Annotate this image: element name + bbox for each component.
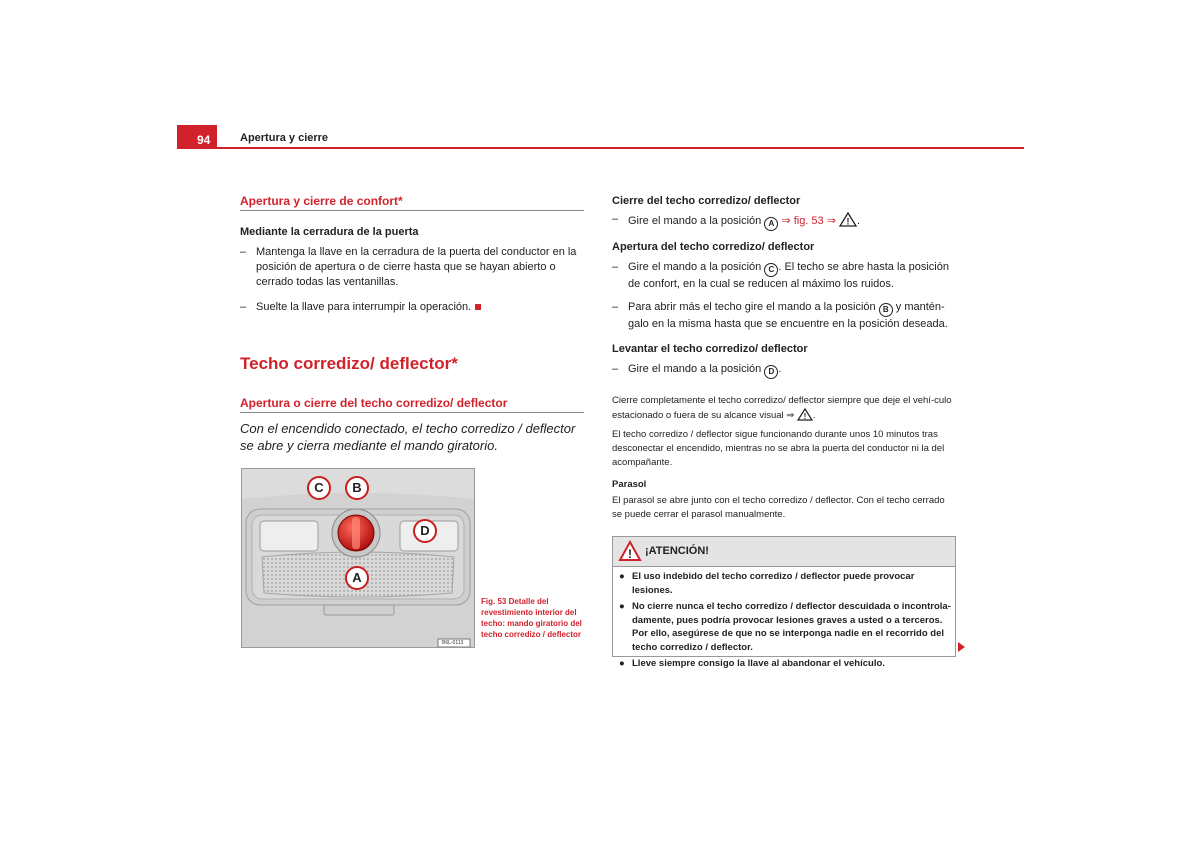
heading-confort: Apertura y cierre de confort* <box>240 194 403 208</box>
figure-roof-control <box>241 468 475 648</box>
page-number: 94 <box>177 125 217 148</box>
label-d: D <box>413 519 437 543</box>
subheading-parasol: Parasol <box>612 479 647 490</box>
warning-box <box>612 536 956 669</box>
figure-code: B6L-0113 <box>442 640 464 646</box>
warning-triangle-icon <box>839 212 857 227</box>
warning-header <box>613 537 955 567</box>
heading-apertura: Apertura o cierre del techo corredizo/ deflector <box>240 396 508 410</box>
warning-list <box>617 570 951 674</box>
label-b: B <box>345 476 369 500</box>
next-page-arrow-icon <box>958 642 965 652</box>
note-text: Cierre completamente el techo corredizo/ deflector siempre que deje el vehí-culo estacionado o fuera de su alcance visual ⇒ ! . <box>612 395 952 421</box>
warning-triangle-icon <box>618 540 642 562</box>
svg-text:!: ! <box>803 412 807 421</box>
list-item: – Gire el mando a la posición A ⇒ fig. 53 ⇒ ! . <box>612 212 957 231</box>
subheading-cierre: Cierre del techo corredizo/ deflector <box>612 195 801 207</box>
svg-text:!: ! <box>628 547 632 561</box>
heading-techo: Techo corredizo/ deflector* <box>240 354 458 373</box>
position-d-icon: D <box>764 365 778 379</box>
bullet-icon: ● <box>619 601 625 612</box>
list-item: – Para abrir más el techo gire el mando a la posición B y mantén-galo en la misma hasta que se encuentre en la posición deseada. <box>612 301 948 330</box>
list-item: – Gire el mando a la posición D . <box>612 362 957 379</box>
header-rule <box>177 147 1024 149</box>
bullet-icon: ● <box>619 571 625 582</box>
subheading-levantar: Levantar el techo corredizo/ deflector <box>612 343 808 355</box>
subheading-cerradura: Mediante la cerradura de la puerta <box>240 226 419 238</box>
list-item: ● No cierre nunca el techo corredizo / deflector descuidada o incontrola-damente, pues podría provocar lesiones graves a usted o a terceros. Por ello, asegúrese de que no se interponga nadie en el recorrido del techo corredizo / deflector. <box>619 601 951 653</box>
svg-text:!: ! <box>846 216 850 227</box>
bullet-icon: ● <box>619 658 625 669</box>
warning-triangle-icon <box>797 408 813 421</box>
end-square-icon <box>475 304 481 310</box>
parasol-text: El parasol se abre junto con el techo corredizo / deflector. Con el techo cerrado se puede cerrar el parasol manualmente. <box>612 495 945 520</box>
warning-title: ¡ATENCIÓN! <box>645 545 709 557</box>
figure-reference: ⇒ fig. 53 ⇒ <box>781 215 836 227</box>
heading-rule <box>240 210 584 211</box>
position-a-icon: A <box>764 217 778 231</box>
list-item: – Mantenga la llave en la cerradura de la puerta del conductor en la posición de apertura o de cierre hasta que se hayan abierto o cerrado todas las ventanillas. <box>240 246 577 288</box>
note-text: El techo corredizo / deflector sigue funcionando durante unos 10 minutos tras desconectar el encendido, mientras no se abra la puerta del conductor ni la del acompañante. <box>612 429 945 468</box>
label-a: A <box>345 566 369 590</box>
section-title: Apertura y cierre <box>240 132 329 144</box>
position-c-icon: C <box>764 263 778 277</box>
figure-caption: Fig. 53 Detalle del revestimiento interior del techo: mando giratorio del techo corredizo / deflector <box>481 597 582 639</box>
list-item: ● El uso indebido del techo corredizo / deflector puede provocar lesiones. <box>619 571 915 596</box>
position-b-icon: B <box>879 303 893 317</box>
intro-text: Con el encendido conectado, el techo corredizo / deflector se abre y cierra mediante el mando giratorio. <box>240 421 576 453</box>
label-c: C <box>307 476 331 500</box>
subheading-apertura: Apertura del techo corredizo/ deflector <box>612 241 815 253</box>
list-item: ● Lleve siempre consigo la llave al abandonar el vehículo. <box>619 658 885 669</box>
list-item: – Gire el mando a la posición C . El techo se abre hasta la posición de confort, en la cual se reducen al máximo los ruidos. <box>612 261 949 290</box>
heading-rule <box>240 412 584 413</box>
list-item: – Suelte la llave para interrumpir la operación. <box>240 300 584 315</box>
